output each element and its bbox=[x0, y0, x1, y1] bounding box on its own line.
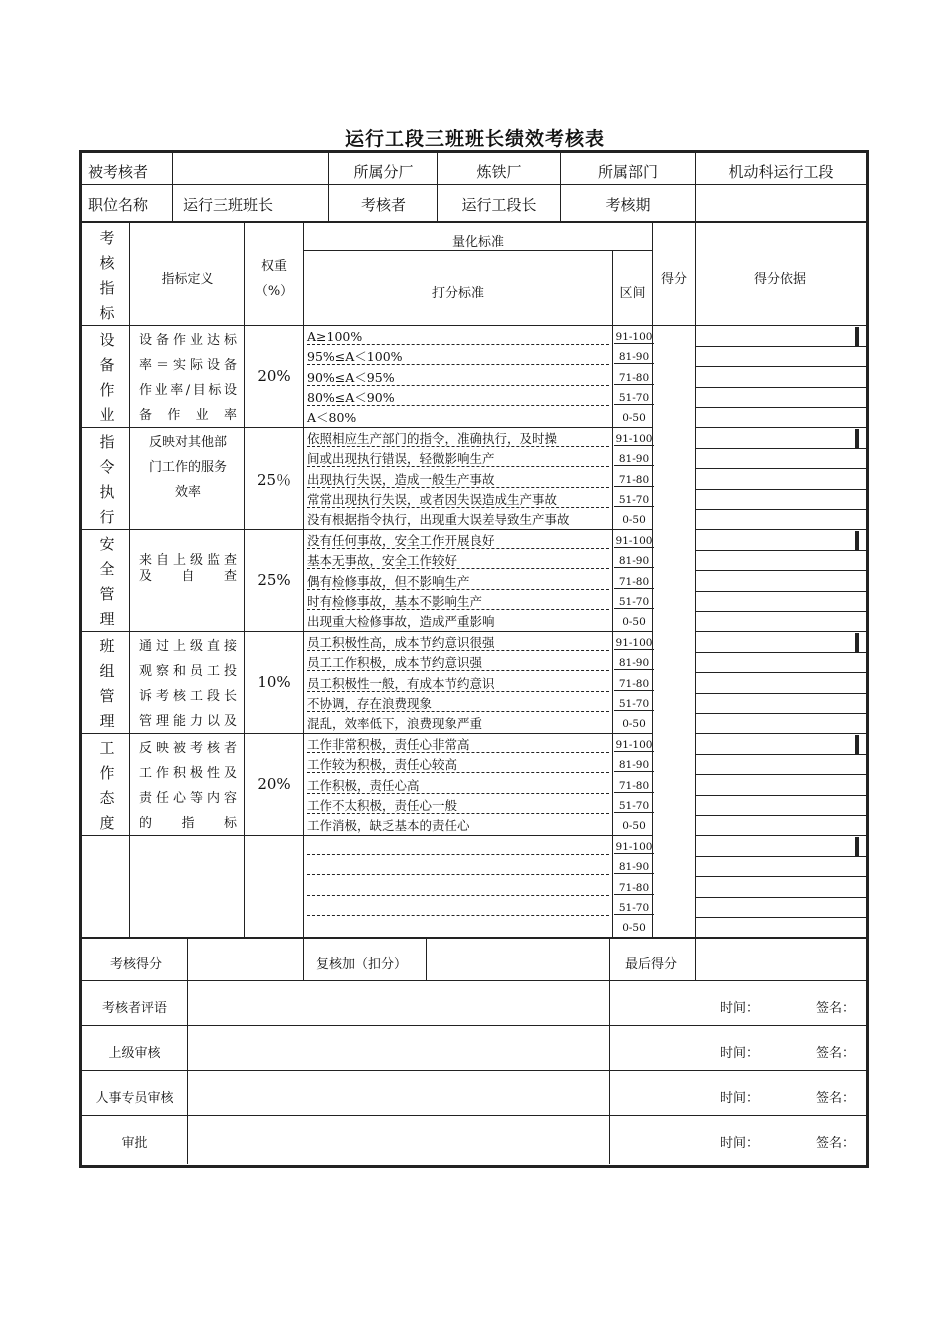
indicator-definition: 通过上级直接 观察和员工投 诉考核工段长 管理能力以及 bbox=[139, 639, 237, 729]
supervisor-review-label: 上级审核 bbox=[108, 1046, 161, 1061]
criterion-text: 员工工作积极，成本节约意识强 bbox=[307, 656, 609, 671]
score-range: 71-80 bbox=[614, 372, 654, 385]
rule-line bbox=[187, 938, 188, 1164]
rule-line bbox=[80, 221, 868, 223]
rule-line bbox=[303, 222, 304, 938]
rule-line bbox=[80, 529, 652, 530]
score-range: 71-80 bbox=[614, 474, 654, 487]
row-marker bbox=[855, 531, 859, 550]
indicator-weight: 25% bbox=[257, 571, 291, 589]
criterion-text: 基本无事故，安全工作较好 bbox=[307, 554, 609, 569]
criterion-text: 混乱，效率低下，浪费现象严重 bbox=[307, 716, 483, 732]
factory-value: 炼铁厂 bbox=[476, 163, 522, 181]
basis-field[interactable] bbox=[699, 839, 849, 935]
rule-line bbox=[80, 325, 868, 326]
score-field[interactable] bbox=[656, 431, 692, 527]
score-range: 0-50 bbox=[622, 820, 646, 833]
criterion-text bbox=[307, 921, 609, 935]
score-range: 81-90 bbox=[614, 657, 654, 670]
score-field[interactable] bbox=[656, 635, 692, 731]
row-marker bbox=[855, 735, 859, 754]
range-header: 区间 bbox=[619, 286, 646, 301]
criterion-text: 时有检修事故，基本不影响生产 bbox=[307, 595, 609, 610]
criterion-text: A≥100% bbox=[307, 330, 609, 345]
final-score-field[interactable] bbox=[700, 946, 860, 976]
score-range: 71-80 bbox=[614, 576, 654, 589]
weight-unit: （%） bbox=[254, 284, 294, 299]
comment-field[interactable] bbox=[192, 1032, 604, 1070]
rule-line bbox=[129, 222, 130, 938]
criterion-text: 间或出现执行错误，轻微影响生产 bbox=[307, 452, 609, 467]
score-range: 51-70 bbox=[614, 902, 654, 915]
criterion-text: 常常出现执行失误，或者因失误造成生产事故 bbox=[307, 493, 609, 508]
rule-line bbox=[244, 222, 245, 938]
indicator-column-header: 考 核 指 标 bbox=[99, 229, 115, 322]
row-marker bbox=[855, 633, 859, 652]
comment-field[interactable] bbox=[192, 1122, 604, 1160]
basis-entry-line bbox=[696, 427, 866, 428]
rule-line bbox=[80, 631, 652, 632]
indicator-definition: 反映对其他部 门工作的服务 效率 bbox=[148, 435, 227, 500]
indicator-definition: 反映被考核者 工作积极性及 责任心等内容 的指标 bbox=[139, 741, 237, 831]
department-label: 所属部门 bbox=[597, 163, 658, 181]
score-range: 91-100 bbox=[615, 331, 653, 343]
score-range: 91-100 bbox=[615, 637, 653, 649]
rule-line bbox=[172, 152, 173, 221]
total-score-label: 考核得分 bbox=[110, 957, 163, 972]
final-score-label: 最后得分 bbox=[625, 957, 678, 972]
score-range: 81-90 bbox=[614, 453, 654, 466]
sign-label: 签名： bbox=[816, 1001, 856, 1016]
rule-line bbox=[695, 938, 696, 980]
criterion-text: 工作积极，责任心高 bbox=[307, 779, 609, 794]
scoring-standard-header: 打分标准 bbox=[431, 286, 484, 301]
criterion-text bbox=[307, 901, 609, 916]
sign-label: 签名： bbox=[816, 1136, 856, 1151]
score-range: 0-50 bbox=[622, 412, 646, 425]
criterion-text: 90%≤A＜95% bbox=[307, 371, 609, 386]
review-adjust-label: 复核加（扣分） bbox=[316, 957, 408, 972]
appraiser-label: 考核者 bbox=[360, 196, 406, 214]
score-range: 91-100 bbox=[615, 739, 653, 751]
criterion-text bbox=[307, 860, 609, 875]
score-range: 51-70 bbox=[614, 494, 654, 507]
criterion-text: 不协调，存在浪费现象 bbox=[307, 697, 609, 712]
score-range: 51-70 bbox=[614, 800, 654, 813]
rule-line bbox=[80, 1115, 868, 1116]
rule-line bbox=[328, 152, 329, 221]
score-range: 81-90 bbox=[614, 759, 654, 772]
criterion-text: 工作不太积极，责任心一般 bbox=[307, 799, 609, 814]
weight-column-header: 权重 bbox=[260, 259, 287, 274]
basis-field[interactable] bbox=[699, 635, 849, 731]
score-field[interactable] bbox=[656, 329, 692, 425]
score-range: 0-50 bbox=[622, 616, 646, 629]
criterion-text bbox=[307, 881, 609, 896]
period-field[interactable] bbox=[698, 190, 862, 216]
basis-entry-line bbox=[696, 835, 866, 836]
basis-header: 得分依据 bbox=[753, 272, 806, 287]
total-score-field[interactable] bbox=[190, 946, 300, 976]
score-header: 得分 bbox=[660, 272, 687, 287]
rule-line bbox=[609, 938, 610, 1164]
hr-review-label: 人事专员审核 bbox=[95, 1091, 174, 1106]
criterion-text: 没有根据指令执行，出现重大误差导致生产事故 bbox=[307, 512, 570, 528]
criterion-text: A＜80% bbox=[307, 410, 357, 426]
score-range: 81-90 bbox=[614, 351, 654, 364]
factory-label: 所属分厂 bbox=[353, 163, 414, 181]
sign-label: 签名： bbox=[816, 1091, 856, 1106]
period-label: 考核期 bbox=[605, 196, 651, 214]
score-range: 51-70 bbox=[614, 392, 654, 405]
criterion-text: 95%≤A＜100% bbox=[307, 350, 609, 365]
basis-entry-line bbox=[696, 937, 866, 938]
rule-line bbox=[304, 250, 652, 251]
score-range: 51-70 bbox=[614, 698, 654, 711]
approval-label: 审批 bbox=[121, 1136, 148, 1151]
score-range: 71-80 bbox=[614, 678, 654, 691]
time-label: 时间： bbox=[720, 1001, 760, 1016]
criterion-text: 工作消极，缺乏基本的责任心 bbox=[307, 818, 470, 834]
score-range: 51-70 bbox=[614, 596, 654, 609]
score-range: 0-50 bbox=[622, 922, 646, 935]
criterion-text bbox=[307, 840, 609, 855]
score-range: 0-50 bbox=[622, 514, 646, 527]
form-title: 运行工段三班班长绩效考核表 bbox=[344, 128, 605, 150]
criterion-text: 依照相应生产部门的指令，准确执行，及时操 bbox=[307, 432, 609, 447]
appraiser-value: 运行工段长 bbox=[461, 196, 537, 214]
position-label: 职位名称 bbox=[88, 196, 149, 214]
position-value: 运行三班班长 bbox=[183, 196, 274, 214]
comment-field[interactable] bbox=[192, 1077, 604, 1115]
indicator-weight: 20% bbox=[257, 775, 291, 793]
indicator-name: 安 全 管 理 bbox=[99, 535, 115, 628]
row-marker bbox=[855, 429, 859, 448]
score-field[interactable] bbox=[656, 839, 692, 935]
indicator-definition: 来自上级监查 及自查 bbox=[139, 553, 237, 584]
sign-label: 签名： bbox=[816, 1046, 856, 1061]
score-range: 0-50 bbox=[622, 718, 646, 731]
time-label: 时间： bbox=[720, 1046, 760, 1061]
time-label: 时间： bbox=[720, 1136, 760, 1151]
score-range: 91-100 bbox=[615, 535, 653, 547]
indicator-weight: 20% bbox=[257, 367, 291, 385]
indicator-name: 指 令 执 行 bbox=[99, 433, 115, 526]
score-range: 91-100 bbox=[615, 841, 653, 853]
score-field[interactable] bbox=[656, 737, 692, 833]
score-range: 81-90 bbox=[614, 555, 654, 568]
rule-line bbox=[80, 1025, 868, 1026]
score-range: 81-90 bbox=[614, 861, 654, 874]
criterion-text: 工作非常积极，责任心非常高 bbox=[307, 738, 609, 753]
criterion-text: 出现重大检修事故，造成严重影响 bbox=[307, 614, 495, 630]
rule-line bbox=[80, 1070, 868, 1071]
time-label: 时间： bbox=[720, 1091, 760, 1106]
definition-column-header: 指标定义 bbox=[161, 272, 214, 287]
criterion-text: 员工积极性一般，有成本节约意识 bbox=[307, 677, 609, 692]
quant-standard-header: 量化标准 bbox=[451, 235, 504, 250]
indicator-name: 工 作 态 度 bbox=[99, 739, 115, 832]
appraisee-label: 被考核者 bbox=[88, 163, 149, 181]
score-range: 91-100 bbox=[615, 433, 653, 445]
row-marker bbox=[855, 327, 859, 346]
criterion-text: 工作较为积极，责任心较高 bbox=[307, 758, 609, 773]
criterion-text: 没有任何事故，安全工作开展良好 bbox=[307, 534, 609, 549]
rule-line bbox=[80, 184, 868, 185]
rule-line bbox=[80, 980, 868, 981]
indicator-name: 班 组 管 理 bbox=[99, 637, 115, 730]
basis-field[interactable] bbox=[699, 329, 849, 425]
appraiser-comment-label: 考核者评语 bbox=[101, 1001, 167, 1016]
criterion-text: 出现执行失误，造成一般生产事故 bbox=[307, 473, 609, 488]
basis-field[interactable] bbox=[699, 431, 849, 527]
score-field[interactable] bbox=[656, 533, 692, 629]
indicator-weight: 10% bbox=[257, 673, 291, 691]
indicator-definition: 设备作业达标 率＝实际设备 作业率/目标设 备作业率 bbox=[139, 333, 237, 423]
score-range: 71-80 bbox=[614, 882, 654, 895]
rule-line bbox=[426, 938, 427, 980]
indicator-weight: 25％ bbox=[256, 471, 292, 489]
basis-entry-line bbox=[696, 631, 866, 632]
indicator-name: 设 备 作 业 bbox=[99, 331, 115, 424]
score-range: 71-80 bbox=[614, 780, 654, 793]
basis-field[interactable] bbox=[699, 533, 849, 629]
rule-line bbox=[695, 222, 696, 938]
appraisee-field[interactable] bbox=[174, 161, 324, 181]
basis-entry-line bbox=[696, 733, 866, 734]
row-marker bbox=[855, 837, 859, 856]
review-adjust-field[interactable] bbox=[430, 946, 605, 976]
criterion-text: 员工积极性高，成本节约意识很强 bbox=[307, 636, 609, 651]
criterion-text: 80%≤A＜90% bbox=[307, 391, 609, 406]
basis-entry-line bbox=[696, 529, 866, 530]
basis-field[interactable] bbox=[699, 737, 849, 833]
rule-line bbox=[303, 938, 304, 980]
comment-field[interactable] bbox=[192, 987, 604, 1025]
department-value: 机动科运行工段 bbox=[728, 163, 834, 181]
criterion-text: 偶有检修事故，但不影响生产 bbox=[307, 575, 609, 590]
